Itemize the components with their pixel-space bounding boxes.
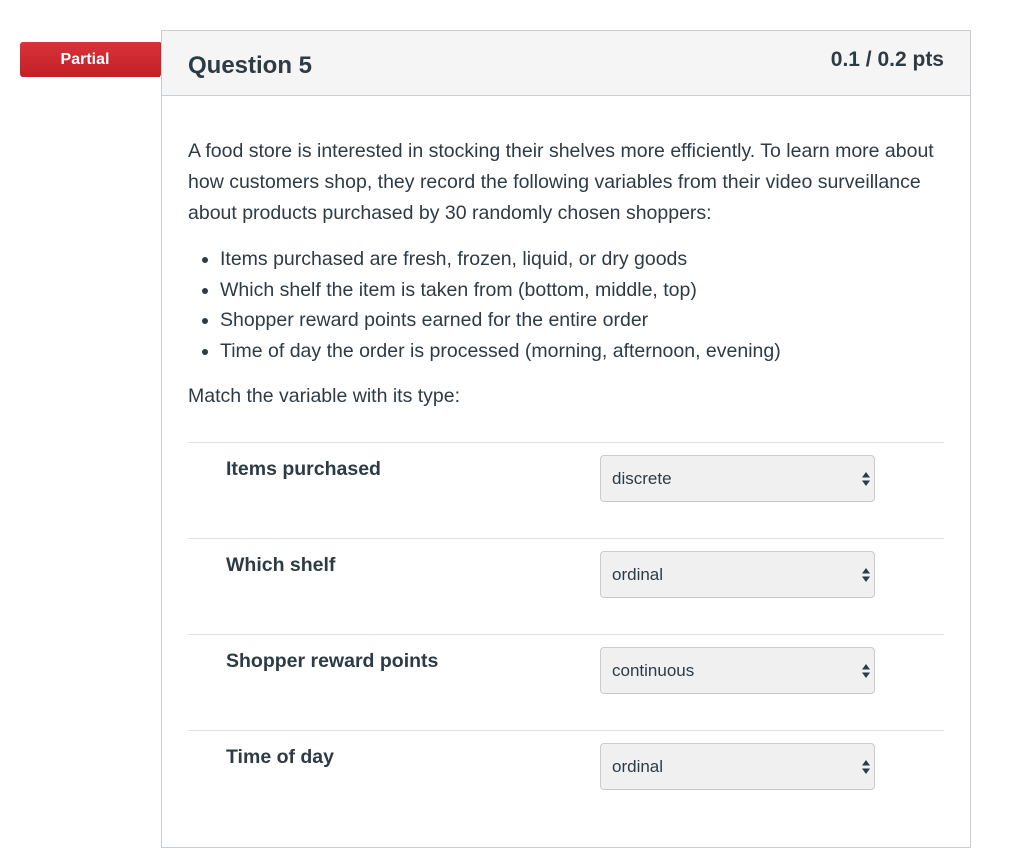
list-item: • Shopper reward points earned for the entire order xyxy=(220,305,944,336)
question-header xyxy=(162,31,970,96)
selected-value: continuous xyxy=(612,661,695,680)
list-item: • Which shelf the item is taken from (bottom, middle, top) xyxy=(220,275,944,306)
question-intro: A food store is interested in stocking their shelves more efficiently. To learn more about how customers shop, they record the following variables from their video surveillance about products purchased by 30 randomly chosen shoppers: xyxy=(188,140,934,224)
up-down-arrows-icon xyxy=(862,568,870,582)
question-card xyxy=(161,30,971,848)
up-down-arrows-icon xyxy=(862,664,870,678)
answer-label: Items purchased xyxy=(226,458,381,480)
answer-row-time-of-day xyxy=(188,730,944,826)
status-label: Partial xyxy=(60,51,110,68)
variable-list xyxy=(188,244,944,366)
selected-value: ordinal xyxy=(612,757,664,776)
answer-label: Time of day xyxy=(226,746,335,768)
answer-select-which-shelf[interactable] xyxy=(600,551,875,598)
answer-row-items-purchased xyxy=(188,442,944,538)
answer-row-shopper-reward-points xyxy=(188,634,944,730)
question-title: Question 5 xyxy=(188,52,313,79)
selected-value: ordinal xyxy=(612,565,664,584)
question-points: 0.1 / 0.2 pts xyxy=(830,48,944,71)
answer-select-time-of-day[interactable] xyxy=(600,743,875,790)
match-prompt: Match the variable with its type: xyxy=(188,385,461,407)
partial-status-ribbon xyxy=(20,42,160,77)
list-item: • Time of day the order is processed (morning, afternoon, evening) xyxy=(220,336,944,367)
answer-label: Which shelf xyxy=(226,554,336,576)
answer-select-shopper-reward-points[interactable] xyxy=(600,647,875,694)
answer-row-which-shelf xyxy=(188,538,944,634)
answer-select-items-purchased[interactable] xyxy=(600,455,875,502)
answer-label: Shopper reward points xyxy=(226,650,439,672)
up-down-arrows-icon xyxy=(862,472,870,486)
up-down-arrows-icon xyxy=(862,760,870,774)
list-item: • Items purchased are fresh, frozen, liquid, or dry goods xyxy=(220,244,944,275)
answer-list xyxy=(188,442,944,826)
selected-value: discrete xyxy=(612,469,672,488)
question-body xyxy=(162,96,970,826)
